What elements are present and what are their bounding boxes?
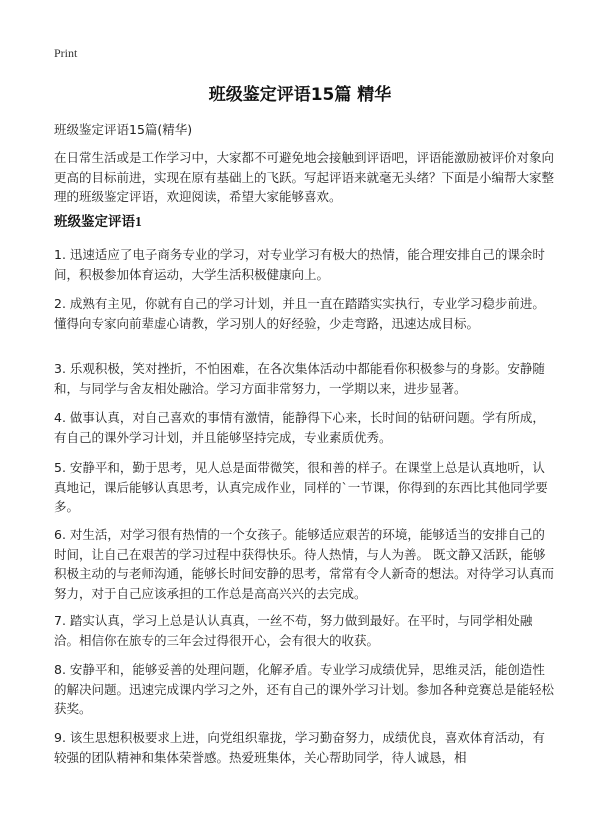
page-title: 班级鉴定评语15篇 精华 (208, 85, 392, 105)
comment-item-8: 8. 安静平和，能够妥善的处理问题，化解矛盾。专业学习成绩优异，思维灵活，能创造性的解决问题。迅速完成课内学习之外，还有自己的课外学习计划。参加各种竞赛总是能轻松获奖。 (54, 662, 555, 716)
comment-item-2: 2. 成熟有主见，你就有自己的学习计划，并且一直在踏踏实实执行，专业学习稳步前进。懂得向专家向前辈虚心请教，学习别人的好经验，少走弯路，迅速达成目标。 (54, 296, 545, 331)
comment-item-9: 9. 该生思想积极要求上进，向党组织靠拢，学习勤奋努力，成绩优良，喜欢体育活动，有较强的团队精神和集体荣誉感。热爱班集体，关心帮助同学，待人诚恳，相 (54, 730, 545, 765)
comment-item-3: 3. 乐观积极，笑对挫折，不怕困难，在各次集体活动中都能看你积极参与的身影。安静随和，与同学与舍友相处融洽。学习方面非常努力，一学期以来，进步显著。 (54, 361, 545, 396)
comment-item-4: 4. 做事认真，对自己喜欢的事情有激情，能静得下心来，长时间的钻研问题。学有所成，有自己的课外学习计划，并且能够坚持完成，专业素质优秀。 (54, 410, 545, 445)
comment-item-5: 5. 安静平和，勤于思考，见人总是面带微笑，很和善的样子。在课堂上总是认真地听，认真地记，课后能够认真思考，认真完成作业，同样的`一节课，你得到的东西比其他同学要多。 (54, 460, 548, 514)
section-heading: 班级鉴定评语1 (54, 214, 142, 229)
document-subtitle: 班级鉴定评语15篇(精华) (54, 122, 193, 137)
comment-item-6: 6. 对生活，对学习很有热情的一个女孩子。能够适应艰苦的环境，能够适当的安排自己的时间，让自己在艰苦的学习过程中获得快乐。待人热情，与人为善。 既文静又活跃，能够积极主动的与老师沟通，能够长时间安静的思考，常常有令人新奇的想法。对待学习认真而努力，对于自己应该承担的工作总是高高兴兴的去完成。 (54, 527, 555, 601)
comment-item-7: 7. 踏实认真，学习上总是认认真真，一丝不苟，努力做到最好。在平时，与同学相处融洽。相信你在旅专的三年会过得很开心，会有很大的收获。 (54, 613, 533, 648)
comment-item-1: 1. 迅速适应了电子商务专业的学习，对专业学习有极大的热情，能合理安排自己的课余时间，积极参加体育运动，大学生活积极健康向上。 (54, 247, 545, 282)
print-link[interactable]: Print (54, 46, 78, 60)
intro-paragraph: 在日常生活或是工作学习中，大家都不可避免地会接触到评语吧，评语能激励被评价对象向更高的目标前进，实现在原有基础上的飞跃。写起评语来就毫无头绪？下面是小编帮大家整理的班级鉴定评语，欢迎阅读，希望大家能够喜欢。 (54, 150, 555, 204)
